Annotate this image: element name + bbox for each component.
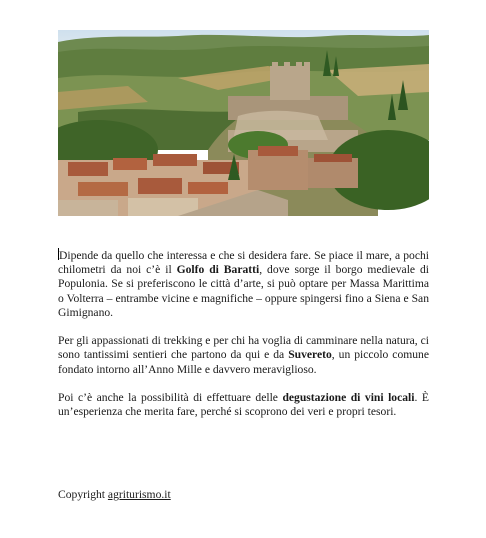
landscape-photo: [58, 30, 429, 216]
bold-highlight: degustazione di vini locali: [282, 391, 415, 404]
paragraph-text: . È un’esperienza che merita fare, perché si scoprono dei veri e propri tesori.: [58, 391, 429, 419]
bold-place-name: Suvereto: [288, 348, 332, 362]
paragraph-text: , un piccolo comune fondato intorno all’Anno Mille e davvero meraviglioso.: [58, 348, 430, 376]
paragraph-text: , dove sorge il borgo medievale di Populonia. Se si preferiscono le città d’arte, si può optare per Massa Marittima o Volterra – entrambe vicine e magnifiche – oppure spingersi fino a Siena e San Gimignano.: [58, 263, 429, 319]
paragraph: [58, 334, 429, 377]
copyright-footer: [58, 488, 171, 502]
paragraph: [58, 391, 429, 419]
bold-place-name: Golfo di Baratti: [176, 263, 260, 277]
hilltop-village-illustration: [58, 30, 429, 216]
copyright-link[interactable]: agriturismo.it: [107, 488, 171, 501]
paragraph: [58, 248, 429, 320]
paragraph-text: Per gli appassionati di trekking e per chi ha voglia di camminare nella natura, ci sono tantissimi sentieri che partono da qui e da: [58, 334, 429, 362]
paragraph-text: Poi c’è anche la possibilità di effettuare delle: [58, 391, 283, 404]
paragraph-text: Dipende da quello che interessa e che si desidera fare. Se piace il mare, a pochi chilometri da noi c’è il: [58, 249, 429, 277]
article-body: [58, 248, 429, 434]
copyright-prefix: Copyright: [58, 488, 108, 501]
